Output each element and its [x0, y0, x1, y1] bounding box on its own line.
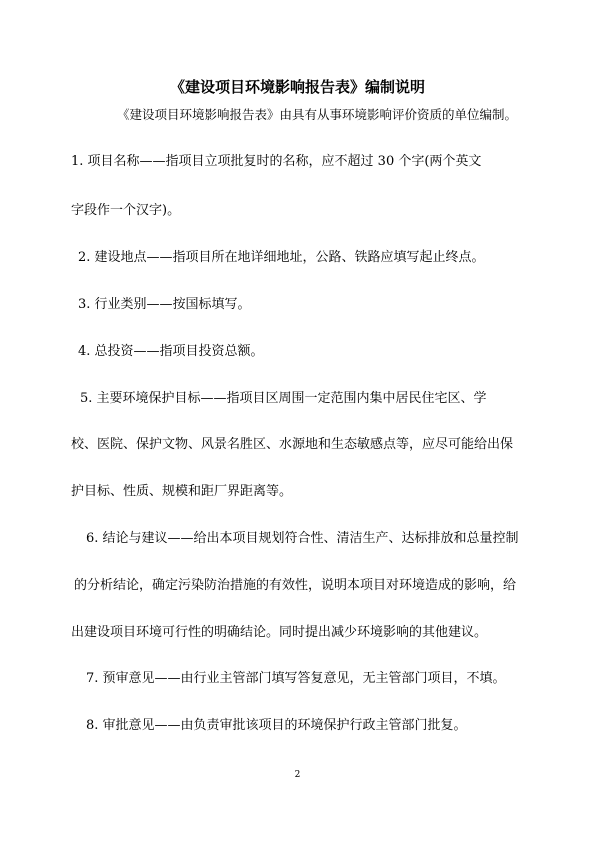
item-4: 4. 总投资——指项目投资总额。: [78, 344, 264, 359]
item-6-line-3: 出建设项目环境可行性的明确结论。同时提出减少环境影响的其他建议。: [71, 625, 488, 640]
page-number: 2: [294, 770, 301, 780]
document-title: 《建设项目环境影响报告表》编制说明: [169, 78, 425, 96]
item-5-line-2: 校、医院、保护文物、风景名胜区、水源地和生态敏感点等，应尽可能给出保: [71, 437, 514, 452]
item-5-line-3: 护目标、性质、规模和距厂界距离等。: [71, 484, 293, 499]
item-1-line-2: 字段作一个汉字)。: [71, 203, 181, 218]
item-8: 8. 审批意见——由负责审批该项目的环境保护行政主管部门批复。: [86, 718, 467, 733]
item-6-line-1: 6. 结论与建议——给出本项目规划符合性、清洁生产、达标排放和总量控制: [86, 531, 519, 546]
item-2: 2. 建设地点——指项目所在地详细地址，公路、铁路应填写起止终点。: [78, 250, 485, 265]
item-7: 7. 预审意见——由行业主管部门填写答复意见，无主管部门项目，不填。: [86, 671, 506, 686]
item-6-line-2: 的分析结论，确定污染防治措施的有效性，说明本项目对环境造成的影响，给: [74, 578, 517, 593]
item-1-line-1: 1. 项目名称——指项目立项批复时的名称，应不超过 30 个字(两个英文: [71, 154, 482, 169]
item-5-line-1: 5. 主要环境保护目标——指项目区周围一定范围内集中居民住宅区、学: [80, 391, 487, 406]
item-3: 3. 行业类别——按国标填写。: [78, 297, 251, 312]
intro-paragraph: 《建设项目环境影响报告表》由具有从事环境影响评价资质的单位编制。: [117, 107, 518, 122]
